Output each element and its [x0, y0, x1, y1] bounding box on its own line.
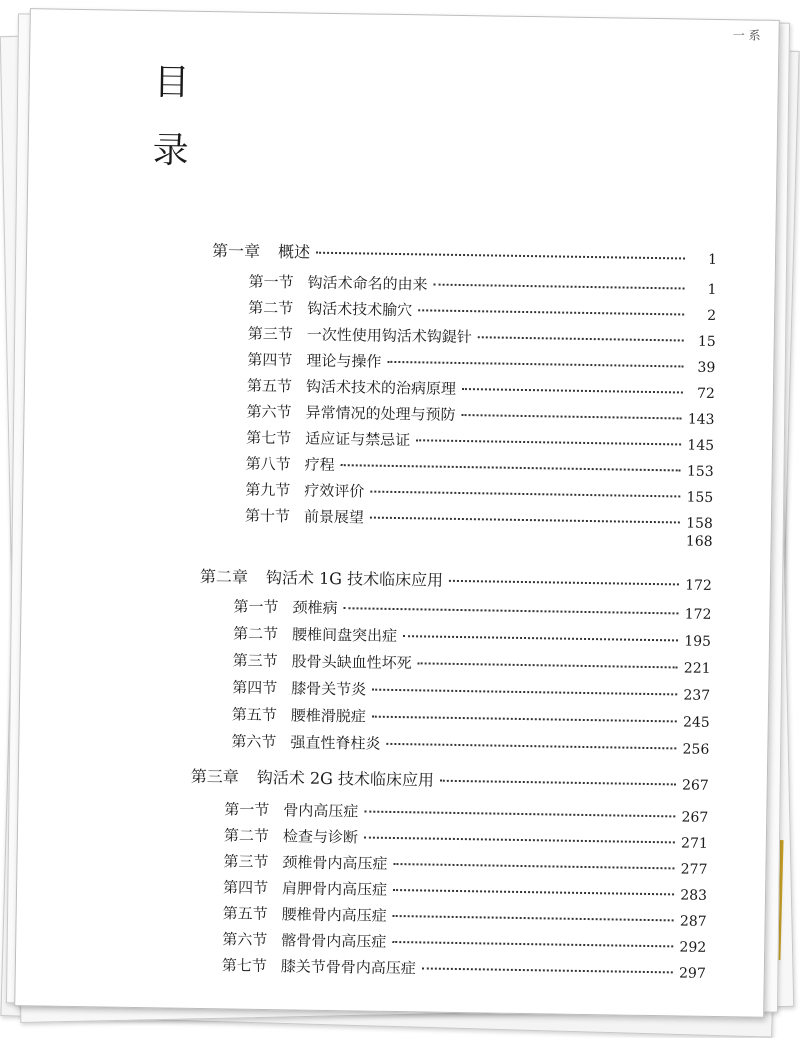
entry-title: 肩胛骨内高压症	[281, 879, 388, 899]
leader-dots	[372, 716, 677, 723]
entry-number: 第四节	[232, 678, 278, 698]
leader-dots	[387, 361, 683, 368]
toc-section-row[interactable]	[233, 595, 711, 624]
page-number: 168	[685, 533, 713, 550]
toc-section-row[interactable]	[248, 297, 716, 325]
entry-number: 第二章	[199, 566, 249, 587]
page-number: 172	[684, 606, 712, 623]
entry-number: 第一节	[224, 800, 270, 820]
page-number: 145	[687, 437, 715, 454]
entry-number: 第一章	[211, 241, 261, 261]
entry-number: 第六节	[231, 732, 277, 752]
page-number: 267	[681, 809, 709, 826]
toc-section-row[interactable]	[232, 703, 710, 732]
page-number: 277	[680, 861, 708, 878]
leader-dots	[393, 889, 674, 895]
leader-dots	[386, 743, 676, 750]
toc-section-row[interactable]	[233, 649, 711, 678]
page-number: 245	[682, 714, 710, 731]
leader-dots	[364, 837, 675, 844]
leader-dots	[416, 439, 681, 445]
entry-number: 第三章	[190, 766, 239, 787]
entry-title: 钩活术命名的由来	[307, 273, 428, 294]
leader-dots	[344, 607, 679, 614]
leader-dots	[422, 967, 673, 973]
page-number: 221	[683, 660, 711, 677]
toc-section-row[interactable]	[223, 850, 707, 879]
toc-section-row[interactable]	[224, 824, 708, 853]
toc-page	[14, 8, 780, 1018]
toc-section-row[interactable]	[233, 622, 711, 651]
page-number: 237	[683, 687, 711, 704]
toc-section-row[interactable]	[231, 730, 709, 759]
page-number: 292	[679, 939, 707, 956]
leader-dots	[394, 863, 675, 869]
leader-dots	[364, 811, 675, 818]
entry-title: 髂骨骨内高压症	[281, 931, 387, 951]
page-number: 155	[686, 489, 714, 506]
entry-title: 概述	[277, 242, 311, 262]
entry-number: 第三节	[247, 324, 293, 344]
page-number: 2	[707, 307, 717, 324]
leader-dots	[478, 336, 684, 341]
page-title	[150, 49, 192, 186]
page-number: 158	[686, 515, 713, 532]
entry-title: 理论与操作	[306, 351, 382, 371]
entry-title: 骨内高压症	[283, 801, 359, 821]
chapter-2-heading[interactable]	[200, 564, 712, 595]
page-number: 283	[680, 887, 708, 904]
entry-title: 钩活术技术的治病原理	[305, 377, 457, 398]
title-char-2: 录	[152, 130, 189, 172]
entry-number: 第四节	[222, 878, 269, 898]
entry-number: 第三节	[223, 852, 269, 872]
toc-section-row[interactable]	[223, 876, 707, 905]
entry-number: 第九节	[245, 480, 291, 500]
entry-number: 第五节	[231, 705, 277, 725]
toc-section-row[interactable]	[222, 954, 706, 983]
leader-dots	[403, 635, 678, 641]
leader-dots	[370, 517, 680, 524]
toc-section-row[interactable]	[248, 323, 716, 351]
toc-section-row[interactable]	[246, 427, 714, 455]
chapter-1-heading[interactable]	[212, 238, 717, 269]
leader-dots	[392, 941, 673, 947]
leader-dots	[462, 388, 683, 393]
page-number: 153	[686, 463, 714, 480]
entry-title: 疗程	[304, 455, 335, 475]
entry-title: 疗效评价	[304, 481, 365, 501]
entry-title: 股骨头缺血性坏死	[291, 652, 412, 673]
entry-title: 腰椎滑脱症	[290, 706, 366, 726]
toc-section-row[interactable]	[223, 902, 707, 931]
entry-number: 第二节	[248, 298, 294, 318]
entry-number: 第八节	[245, 454, 291, 474]
leader-dots	[393, 915, 674, 921]
toc-section-row[interactable]	[222, 928, 706, 957]
entry-number: 第二节	[232, 624, 279, 644]
entry-title: 钩活术 1G 技术临床应用	[265, 567, 444, 590]
entry-title: 膝骨关节炎	[291, 679, 367, 699]
toc-section-row[interactable]	[247, 349, 715, 377]
entry-title: 颈椎骨内高压症	[282, 853, 388, 873]
entry-title: 钩活术技术腧穴	[307, 299, 413, 320]
entry-number: 第一节	[248, 272, 294, 292]
entry-number: 第五节	[246, 376, 293, 396]
leader-dots	[316, 252, 685, 260]
toc-section-row[interactable]	[246, 401, 714, 429]
page-number: 39	[697, 359, 716, 376]
page-number: 143	[687, 411, 715, 428]
leader-dots	[341, 464, 681, 471]
toc-section-row[interactable]	[246, 453, 714, 481]
page-number: 256	[682, 741, 710, 758]
page-number: 172	[685, 577, 713, 594]
entry-number: 第一节	[233, 597, 279, 617]
entry-title: 颈椎病	[292, 598, 338, 618]
leader-dots	[370, 491, 680, 498]
leader-dots	[440, 780, 676, 786]
entry-number: 第六节	[222, 930, 268, 950]
leader-dots	[449, 580, 679, 586]
entry-number: 第七节	[221, 956, 268, 976]
title-char-1: 目	[153, 62, 191, 104]
entry-title: 异常情况的处理与预防	[305, 403, 456, 424]
entry-title: 腰椎间盘突出症	[291, 625, 398, 646]
chapter-3-heading[interactable]	[191, 764, 709, 795]
entry-title: 前景展望	[303, 507, 365, 527]
entry-number: 第三节	[232, 651, 278, 671]
corner-text: 一 系	[732, 28, 761, 43]
page-number: 287	[679, 913, 707, 930]
entry-title: 一次性使用钩活术钩鍉针	[306, 325, 472, 347]
toc-section-row[interactable]	[224, 798, 708, 827]
leader-dots	[372, 689, 677, 696]
page-number: 1	[707, 251, 718, 268]
toc-section-row[interactable]	[245, 479, 713, 507]
entry-number: 第二节	[223, 826, 270, 846]
toc-section-row[interactable]	[232, 676, 710, 705]
entry-title: 检查与诊断	[282, 827, 359, 847]
page-number: 195	[684, 633, 712, 650]
page-number: 1	[707, 281, 717, 298]
entry-number: 第六节	[246, 402, 292, 422]
entry-title: 钩活术 2G 技术临床应用	[256, 767, 435, 790]
page-number: 297	[678, 965, 706, 982]
leader-dots	[434, 284, 685, 290]
toc-section-row[interactable]	[248, 271, 716, 299]
entry-title: 膝关节骨骨内高压症	[280, 957, 417, 978]
toc-section-row[interactable]	[247, 375, 715, 403]
entry-title: 适应证与禁忌证	[305, 429, 411, 450]
leader-dots	[418, 309, 684, 315]
entry-number: 第十节	[244, 506, 291, 526]
entry-title: 腰椎骨内高压症	[281, 905, 387, 925]
leader-dots	[418, 662, 678, 668]
entry-title: 强直性脊柱炎	[290, 733, 381, 753]
page-number: 15	[697, 333, 716, 350]
entry-number: 第七节	[246, 428, 292, 448]
entry-number: 第五节	[222, 904, 268, 924]
page-number: 72	[696, 385, 716, 402]
entry-number: 第四节	[247, 350, 293, 370]
page-number: 267	[681, 777, 709, 794]
leader-dots	[462, 414, 682, 419]
page-number: 271	[680, 835, 708, 852]
